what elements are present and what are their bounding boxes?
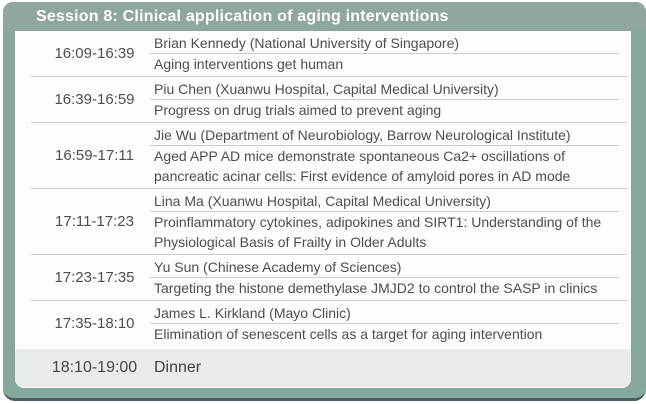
schedule-row bbox=[15, 301, 631, 346]
dinner-label: Dinner bbox=[154, 359, 202, 376]
time-slot: 16:39-16:59 bbox=[54, 91, 135, 108]
talk-title: Progress on drug trials aimed to prevent aging bbox=[154, 102, 442, 118]
dinner-row bbox=[15, 349, 631, 387]
session-card bbox=[3, 2, 646, 401]
talk-title: Aging interventions get human bbox=[154, 56, 344, 72]
talk-info bbox=[154, 301, 631, 346]
session-header bbox=[3, 2, 646, 31]
schedule-row bbox=[15, 189, 631, 254]
session-title: Session 8: Clinical application of aging interventions bbox=[36, 7, 449, 25]
talk-info bbox=[154, 189, 631, 254]
speaker: Jie Wu (Department of Neurobiology, Barrow Neurological Institute) bbox=[154, 127, 571, 143]
talk-title: Targeting the histone demethylase JMJD2 to control the SASP in clinics bbox=[154, 280, 598, 296]
schedule-row bbox=[15, 123, 631, 188]
schedule-row bbox=[15, 255, 631, 300]
talk-info bbox=[154, 255, 631, 300]
schedule-row bbox=[15, 31, 631, 76]
talk-info bbox=[154, 77, 631, 122]
speaker: Yu Sun (Chinese Academy of Sciences) bbox=[154, 259, 402, 275]
talk-title: Physiological Basis of Frailty in Older Adults bbox=[154, 234, 427, 250]
time-slot: 17:35-18:10 bbox=[54, 315, 135, 332]
talk-title: Elimination of senescent cells as a target for aging intervention bbox=[154, 326, 543, 342]
speaker: Piu Chen (Xuanwu Hospital, Capital Medical University) bbox=[154, 81, 499, 97]
time-slot: 16:59-17:11 bbox=[55, 147, 134, 164]
talk-title: Proinflammatory cytokines, adipokines and SIRT1: Understanding of the bbox=[154, 214, 602, 230]
talk-title: pancreatic acinar cells: First evidence of amyloid pores in AD mode bbox=[154, 168, 571, 184]
talk-info bbox=[154, 31, 631, 76]
schedule-card bbox=[15, 31, 631, 388]
talk-info bbox=[154, 123, 631, 188]
time-slot: 17:23-17:35 bbox=[54, 269, 135, 286]
speaker: Lina Ma (Xuanwu Hospital, Capital Medical University) bbox=[154, 193, 491, 209]
talk-title: Aged APP AD mice demonstrate spontaneous Ca2+ oscillations of bbox=[154, 148, 566, 164]
time-slot: 17:11-17:23 bbox=[55, 213, 134, 230]
schedule-table bbox=[15, 31, 631, 346]
dinner-time: 18:10-19:00 bbox=[51, 359, 138, 376]
speaker: Brian Kennedy (National University of Singapore) bbox=[154, 35, 460, 51]
time-slot: 16:09-16:39 bbox=[54, 45, 135, 62]
speaker: James L. Kirkland (Mayo Clinic) bbox=[154, 305, 351, 321]
schedule-row bbox=[15, 77, 631, 122]
